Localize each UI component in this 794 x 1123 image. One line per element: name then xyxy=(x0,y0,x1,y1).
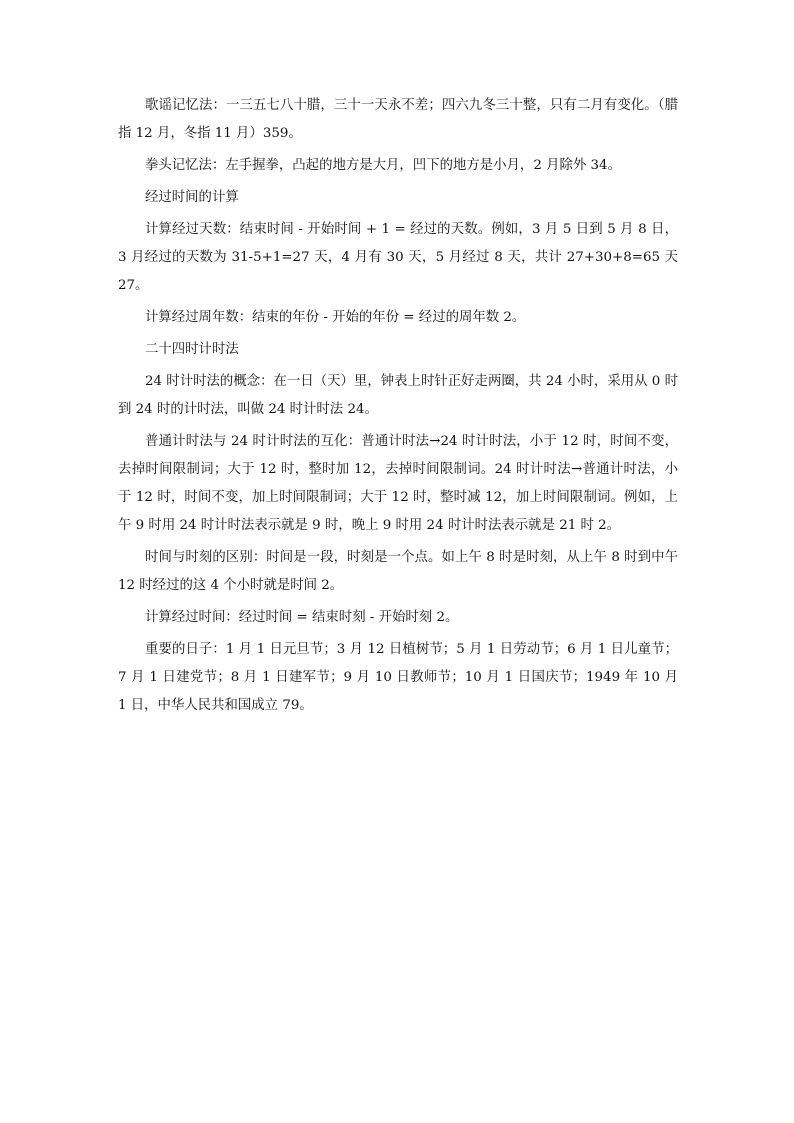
paragraph-song-mnemonic: 歌谣记忆法：一三五七八十腊，三十一天永不差；四六九冬三十整，只有二月有变化。（腊指 12 月，冬指 11 月）359。 xyxy=(118,98,678,141)
paragraph-time-conversion: 普通计时法与 24 时计时法的互化：普通计时法→24 时计时法，小于 12 时，时间不变，去掉时间限制词；大于 12 时，整时加 12，去掉时间限制词。24 时计时法→普通计时法，小于 12 时，时间不变，加上时间限制词；大于 12 时，整时减 12，加上时间限制词。例如，上午 9 时用 24 时计时法表示就是 9 时，晚上 9 时用 24 时计时法表示就是 21 时 2。 xyxy=(118,434,678,533)
paragraph-24-hour-concept: 24 时计时法的概念：在一日（天）里，钟表上时针正好走两圈，共 24 小时，采用从 0 时到 24 时的计时法，叫做 24 时计时法 24。 xyxy=(118,374,678,417)
paragraph-important-dates: 重要的日子：1 月 1 日元旦节；3 月 12 日植树节；5 月 1 日劳动节；6 月 1 日儿童节；7 月 1 日建党节；8 月 1 日建军节；9 月 10 日教师节；10 月 1 日国庆节；1949 年 10 月 1 日，中华人民共和国成立 79。 xyxy=(118,642,678,713)
document-body xyxy=(118,92,678,724)
section-heading-24-hour: 二十四时计时法 xyxy=(145,342,239,357)
paragraph-elapsed-time-formula: 计算经过时间：经过时间 = 结束时刻 - 开始时刻 2。 xyxy=(145,610,459,625)
paragraph-elapsed-years: 计算经过周年数：结束的年份 - 开始的年份 = 经过的周年数 2。 xyxy=(145,310,526,325)
paragraph-elapsed-days: 计算经过天数：结束时间 - 开始时间 + 1 = 经过的天数。例如，3 月 5 日到 5 月 8 日，3 月经过的天数为 31-5+1=27 天，4 月有 30 天，5 月经过 8 天，共计 27+30+8=65 天 27。 xyxy=(118,222,678,293)
paragraph-time-vs-moment: 时间与时刻的区别：时间是一段，时刻是一个点。如上午 8 时是时刻，从上午 8 时到中午 12 时经过的这 4 个小时就是时间 2。 xyxy=(118,550,678,593)
section-heading-elapsed-time: 经过时间的计算 xyxy=(145,190,239,205)
paragraph-fist-mnemonic: 拳头记忆法：左手握拳，凸起的地方是大月，凹下的地方是小月，2 月除外 34。 xyxy=(145,158,621,173)
